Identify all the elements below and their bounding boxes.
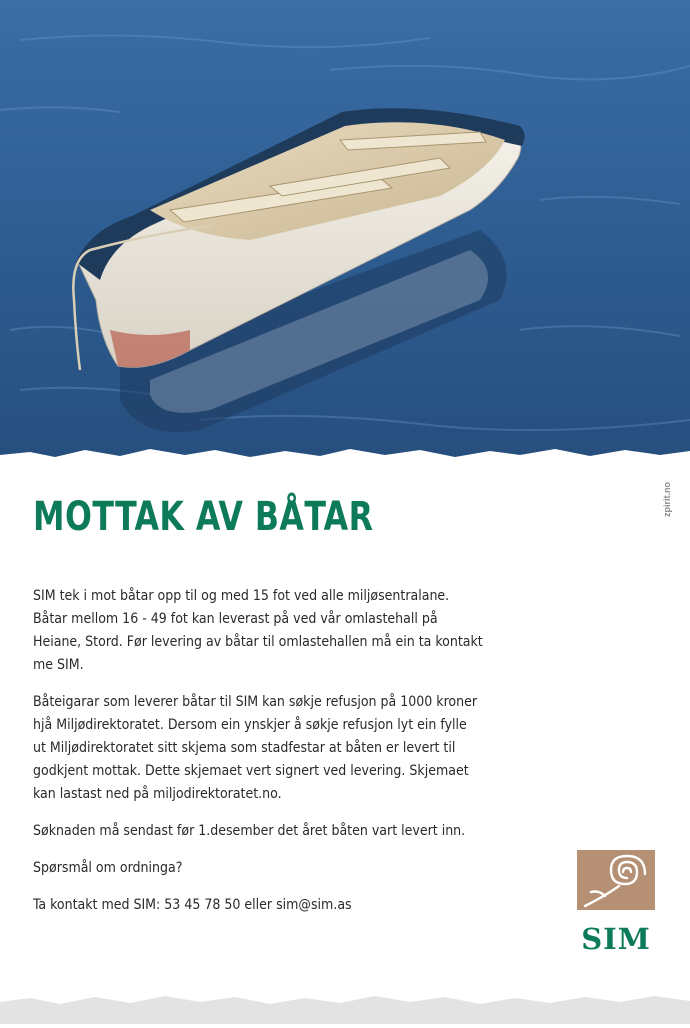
paragraph-contact: Ta kontakt med SIM: 53 45 78 50 eller sim@sim.as: [33, 897, 352, 913]
photo-credit: zpirit.no: [662, 482, 672, 518]
rose-icon: [575, 848, 657, 912]
sim-logo: [575, 848, 657, 958]
paragraph-deadline: Søknaden må sendast før 1.desember det året båten vart levert inn.: [33, 823, 466, 839]
page-title: MOTTAK AV BÅTAR: [33, 494, 374, 540]
bottom-torn-edge: [0, 988, 690, 1024]
body-text: [33, 585, 483, 931]
paragraph-question: Spørsmål om ordninga?: [33, 860, 183, 876]
paragraph-boat-sizes: SIM tek i mot båtar opp til og med 15 fot ved alle miljøsentralane. Båtar mellom 16 - 49 fot kan leverast på ved vår omlastehall på Heiane, Stord. Før levering av båtar til omlastehallen må ein ta kontakt me SIM.: [33, 588, 483, 673]
logo-text: SIM: [581, 922, 651, 956]
hero-photo: [0, 0, 690, 470]
paragraph-refund: Båteigarar som leverer båtar til SIM kan søkje refusjon på 1000 kroner hjå Miljødirektoratet. Dersom ein ynskjer å søkje refusjon lyt ein fylle ut Miljødirektoratet sitt skjema som stadfestar at båten er levert til godkjent mottak. Dette skjemaet vert signert ved levering. Skjemaet kan lastast ned på miljodirektoratet.no.: [33, 694, 478, 802]
